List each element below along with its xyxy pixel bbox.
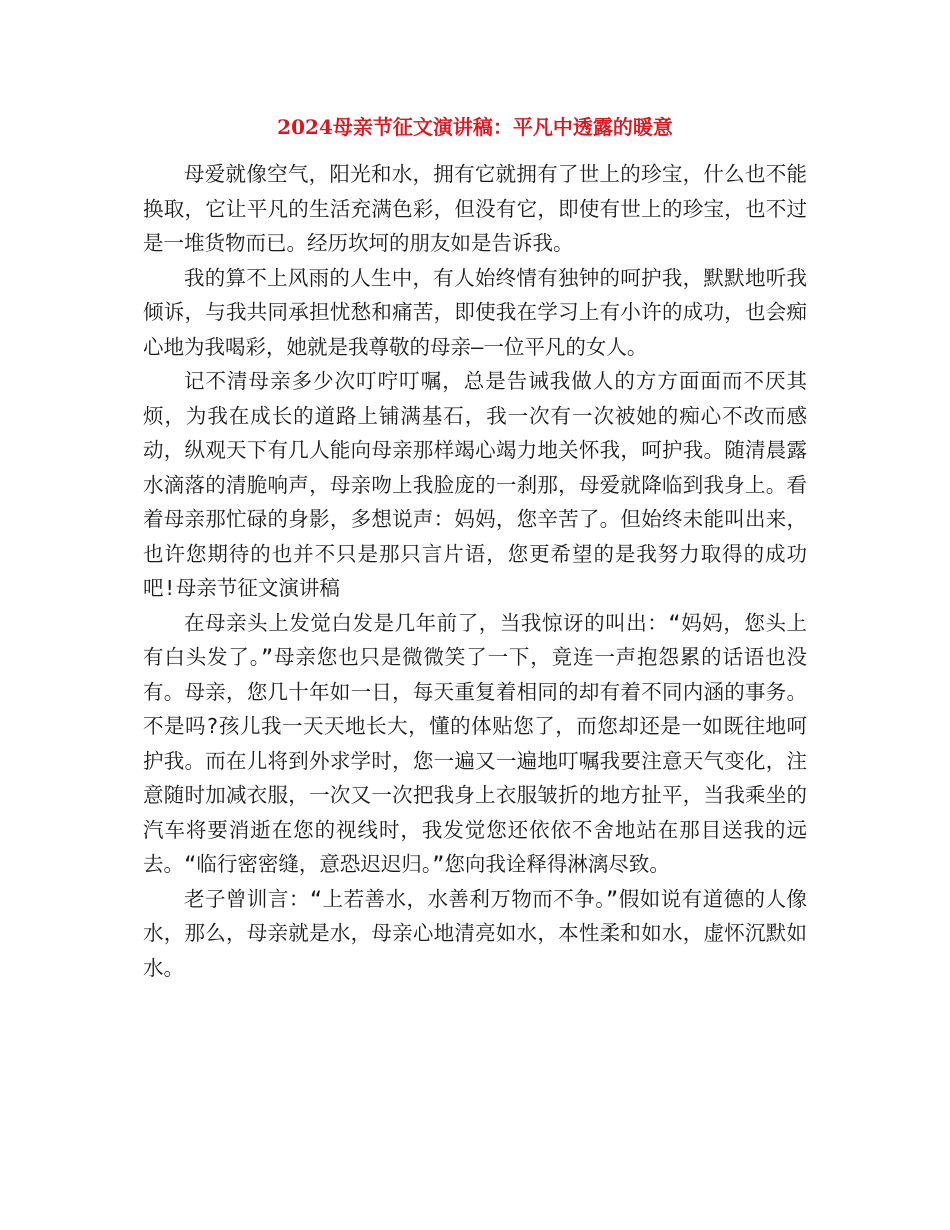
paragraph-1: 母爱就像空气，阳光和水，拥有它就拥有了世上的珍宝，什么也不能换取，它让平凡的生活充满色彩，但没有它，即使有世上的珍宝，也不过是一堆货物而已。经历坎坷的朋友如是告诉我。 (143, 162, 807, 255)
paragraph-5: 老子曾训言：“上若善水，水善利万物而不争。”假如说有道德的人像水，那么，母亲就是水，母亲心地清亮如水，本性柔和如水，虚怀沉默如水。 (143, 886, 807, 980)
document-body (143, 157, 807, 985)
paragraph-3: 记不清母亲多少次叮咛叮嘱，总是告诫我做人的方方面面而不厌其烦，为我在成长的道路上铺满基石，我一次有一次被她的痴心不改而感动，纵观天下有几人能向母亲那样竭心竭力地关怀我，呵护我。随清晨露水滴落的清脆响声，母亲吻上我脸庞的一刹那，母爱就降临到我身上。看着母亲那忙碌的身影，多想说声：妈妈，您辛苦了。但始终未能叫出来，也许您期待的也并不只是那只言片语，您更希望的是我努力取得的成功吧!母亲节征文演讲稿 (143, 369, 807, 600)
document-title: 2024母亲节征文演讲稿：平凡中透露的暖意 (277, 115, 673, 139)
paragraph-4: 在母亲头上发觉白发是几年前了，当我惊讶的叫出：“妈妈，您头上有白头发了。”母亲您也只是微微笑了一下，竟连一声抱怨累的话语也没有。母亲，您几十年如一日，每天重复着相同的却有着不同内涵的事务。不是吗?孩儿我一天天地长大，懂的体贴您了，而您却还是一如既往地呵护我。而在儿将到外求学时，您一遍又一遍地叮嘱我要注意天气变化，注意随时加减衣服，一次又一次把我身上衣服皱折的地方扯平，当我乘坐的汽车将要消逝在您的视线时，我发觉您还依依不舍地站在那目送我的远去。“临行密密缝，意恐迟迟归。”您向我诠释得淋漓尽致。 (143, 610, 807, 876)
paragraph-2: 我的算不上风雨的人生中，有人始终情有独钟的呵护我，默默地听我倾诉，与我共同承担忧愁和痛苦，即使我在学习上有小许的成功，也会痴心地为我喝彩，她就是我尊敬的母亲—一位平凡的女人。 (143, 265, 807, 359)
